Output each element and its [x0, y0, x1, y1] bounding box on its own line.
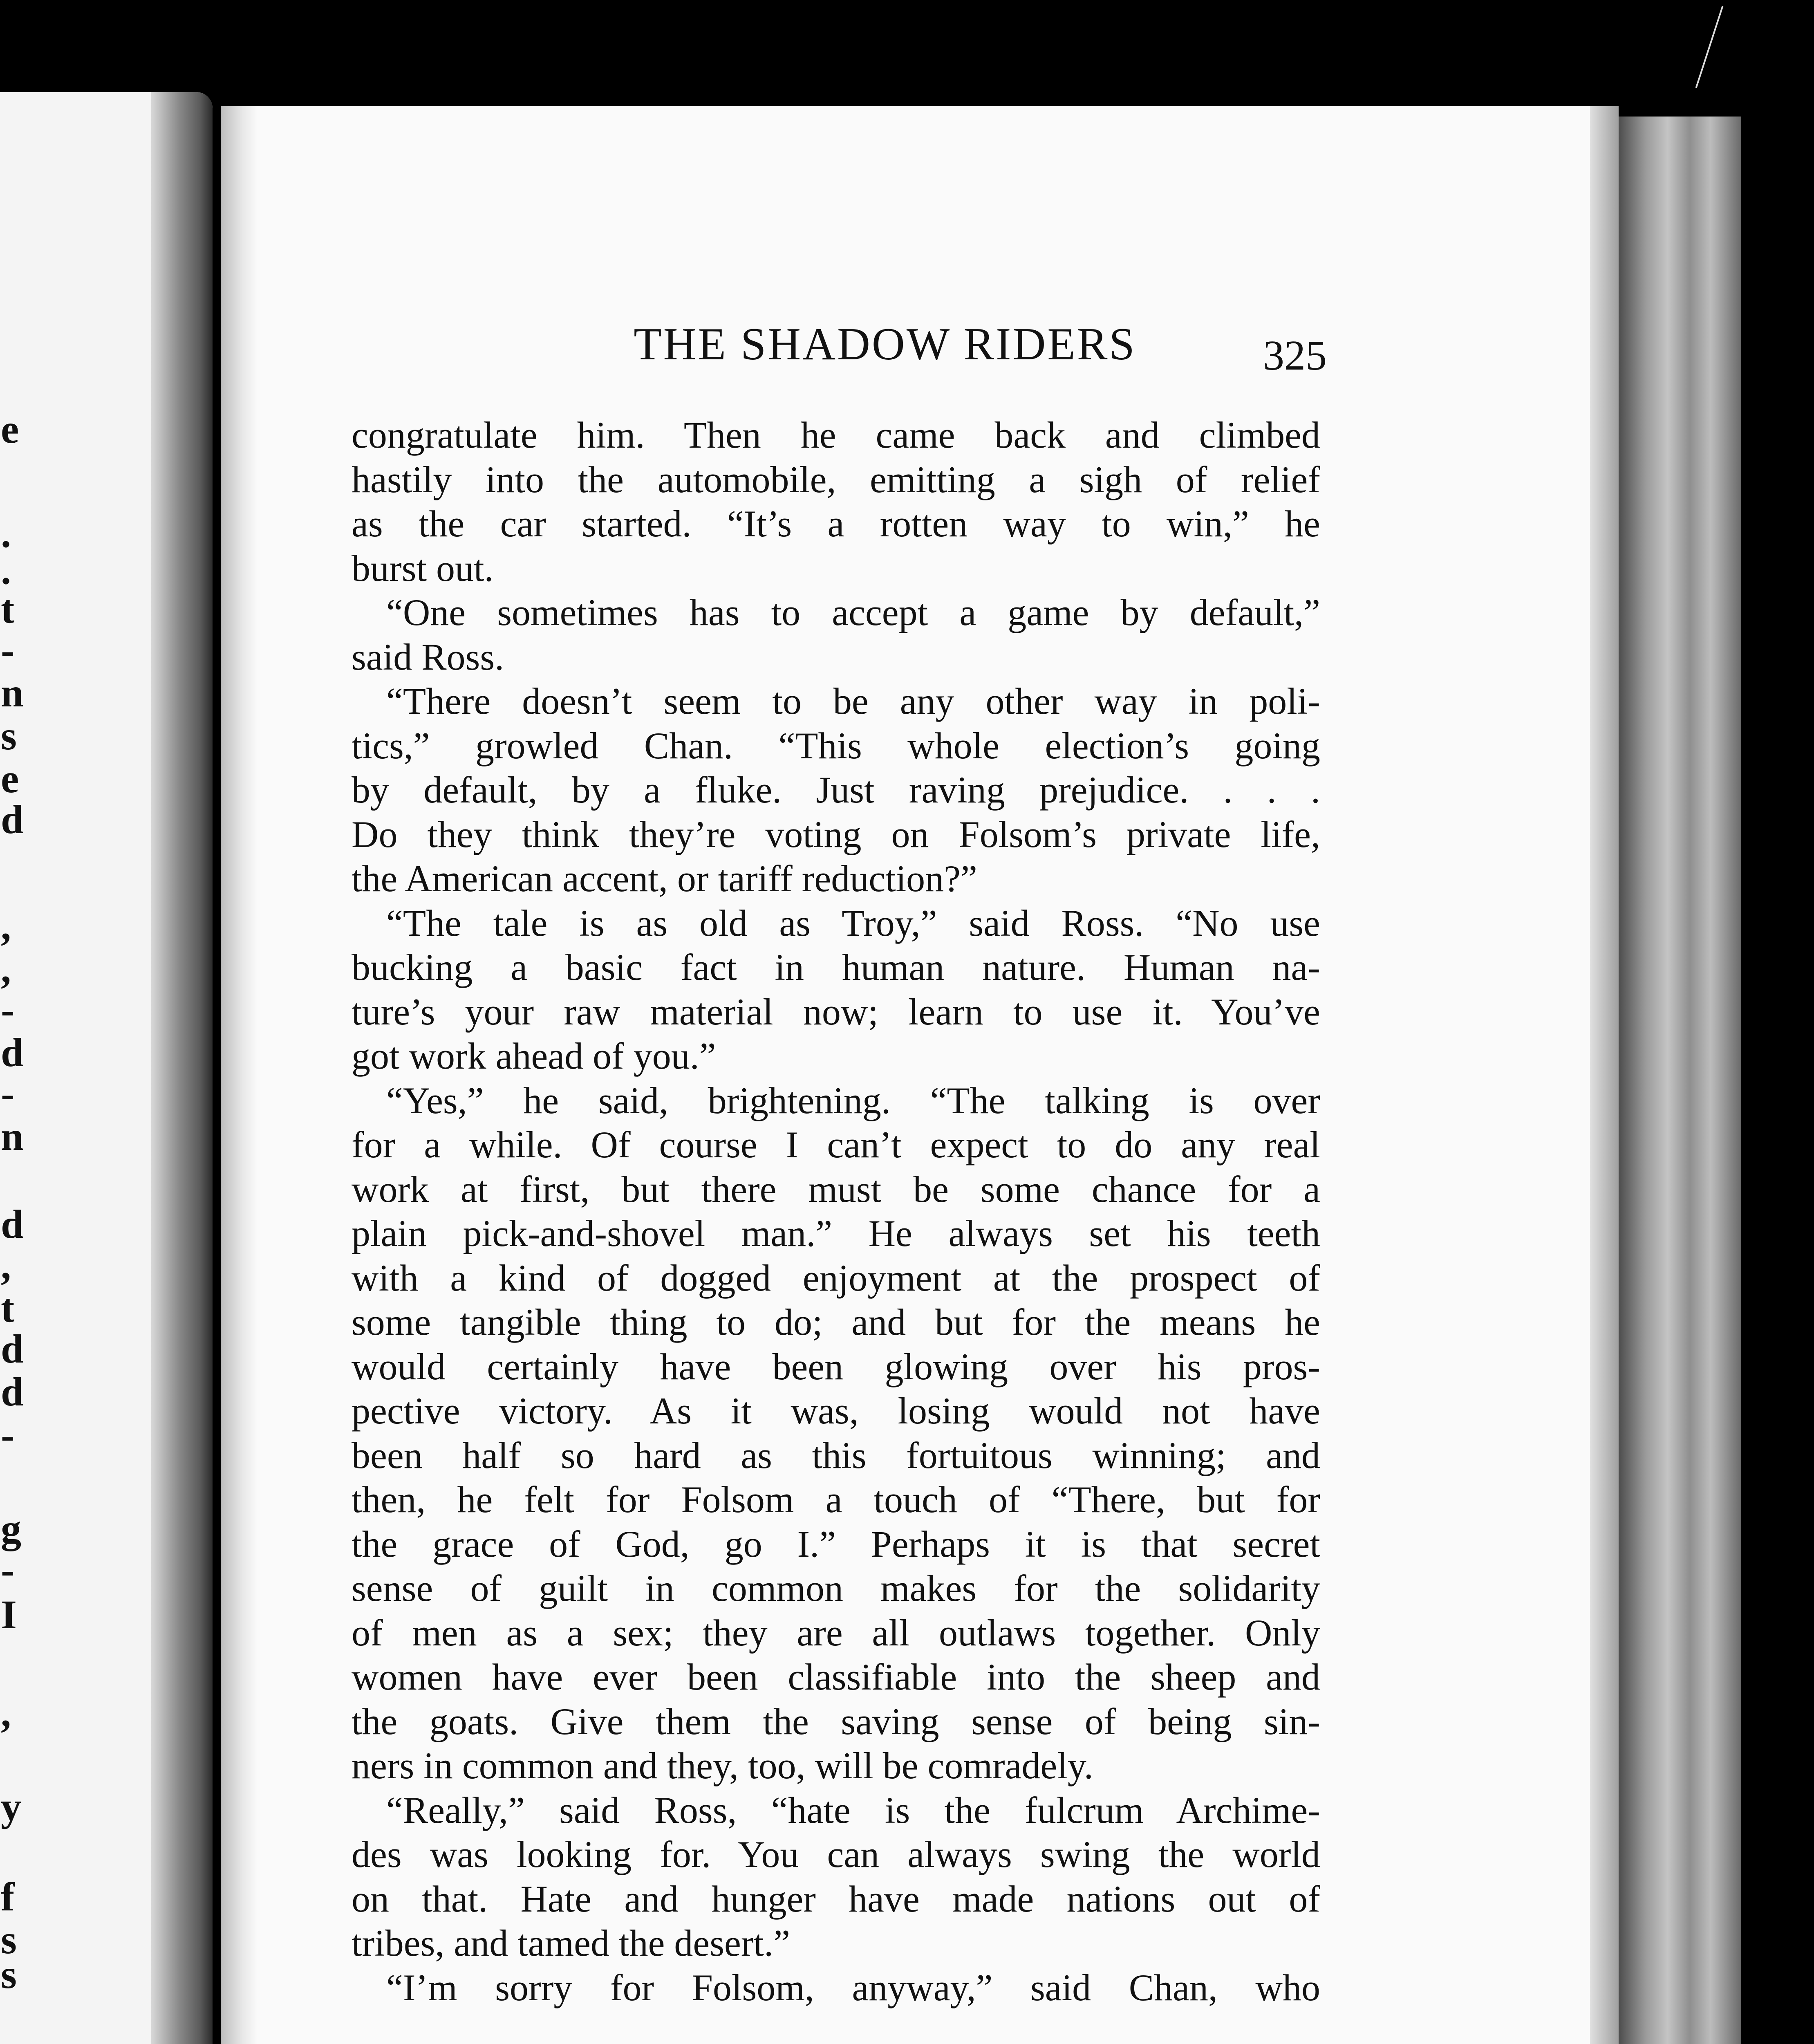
cut-off-character: d — [1, 1326, 24, 1372]
text-line: the goats. Give them the saving sense of being sin- — [352, 1700, 1320, 1742]
text-line: tics,” growled Chan. “This whole election’s going — [352, 724, 1320, 766]
text-line: for a while. Of course I can’t expect to do any real — [352, 1124, 1320, 1165]
text-line: burst out. — [352, 547, 494, 589]
text-line: of men as a sex; they are all outlaws together. Only — [352, 1611, 1320, 1654]
cut-off-character: f — [1, 1874, 15, 1919]
cut-off-character: - — [1, 627, 15, 672]
text-line: ners in common and they, too, will be comradely. — [352, 1745, 1093, 1786]
cut-off-character: d — [1, 1201, 24, 1247]
text-line: by default, by a fluke. Just raving prejudice. . . . — [352, 769, 1320, 811]
cut-off-character: y — [1, 1784, 21, 1829]
page-outer-edge — [1590, 106, 1619, 2044]
text-line: Do they think they’re voting on Folsom’s private life, — [352, 813, 1320, 855]
inner-gutter-shadow — [221, 106, 258, 2044]
text-line: the American accent, or tariff reduction?” — [352, 858, 977, 899]
cut-off-character: , — [1, 1690, 11, 1735]
cut-off-character: , — [1, 946, 11, 991]
left-page-edge — [0, 92, 213, 2044]
text-line: “One sometimes has to accept a game by default,” — [386, 592, 1320, 633]
text-line: “I’m sorry for Folsom, anyway,” said Chan, who — [386, 1966, 1320, 2008]
cut-off-character: . — [1, 547, 11, 593]
cut-off-character: , — [1, 1242, 11, 1288]
cut-off-character: - — [1, 987, 15, 1032]
text-line: been half so hard as this fortuitous winning; and — [352, 1434, 1320, 1476]
text-line: pective victory. As it was, losing would not have — [352, 1390, 1320, 1432]
cut-off-character: d — [1, 1030, 24, 1075]
text-line: tribes, and tamed the desert.” — [352, 1922, 790, 1964]
text-line: with a kind of dogged enjoyment at the prospect of — [352, 1257, 1320, 1299]
cut-off-character: d — [1, 1369, 24, 1414]
cut-off-character: e — [1, 406, 19, 452]
cut-off-character: I — [1, 1592, 17, 1637]
text-line: women have ever been classifiable into the sheep and — [352, 1656, 1320, 1698]
cut-off-character: - — [1, 1071, 15, 1116]
cut-off-character: - — [1, 1412, 15, 1457]
text-line: plain pick-and-shovel man.” He always set his teeth — [352, 1213, 1320, 1254]
text-line: hastily into the automobile, emitting a sigh of relief — [352, 458, 1320, 500]
text-line: congratulate him. Then he came back and climbed — [352, 414, 1320, 456]
left-page-gutter-shadow — [151, 92, 213, 2044]
film-scratch — [1695, 6, 1724, 88]
running-head: THE SHADOW RIDERS — [634, 319, 1136, 370]
cut-off-character: e — [1, 756, 19, 801]
text-line: work at first, but there must be some chance for a — [352, 1168, 1320, 1210]
text-line: would certainly have been glowing over his pros- — [352, 1345, 1320, 1387]
body-text — [352, 413, 1320, 2010]
text-line: bucking a basic fact in human nature. Human na- — [352, 946, 1320, 988]
cut-off-character: . — [1, 511, 11, 556]
cut-off-character: g — [1, 1506, 21, 1551]
cut-off-character: s — [1, 713, 17, 758]
text-line: got work ahead of you.” — [352, 1035, 716, 1077]
cut-off-character: n — [1, 670, 24, 715]
page-stack-edge — [1619, 117, 1741, 2044]
text-line: “Yes,” he said, brightening. “The talking is over — [386, 1079, 1320, 1121]
cut-off-character: - — [1, 1547, 15, 1592]
text-line: the grace of God, go I.” Perhaps it is that secret — [352, 1523, 1320, 1565]
text-line: said Ross. — [352, 636, 504, 678]
text-line: as the car started. “It’s a rotten way to win,” he — [352, 503, 1320, 545]
cut-off-character: d — [1, 797, 24, 842]
text-line: on that. Hate and hunger have made nations out of — [352, 1878, 1320, 1920]
page-number: 325 — [1263, 332, 1327, 379]
left-page-cut-text — [0, 92, 24, 2044]
cut-off-character: n — [1, 1114, 24, 1159]
cut-off-character: t — [1, 586, 15, 632]
cut-off-character: s — [1, 1917, 17, 1962]
text-line: then, he felt for Folsom a touch of “There, but for — [352, 1479, 1320, 1520]
text-line: “There doesn’t seem to be any other way in poli- — [386, 680, 1320, 722]
cut-off-character: , — [1, 903, 11, 948]
cut-off-character: s — [1, 1952, 17, 1997]
text-line: some tangible thing to do; and but for the means he — [352, 1301, 1320, 1343]
text-line: “Really,” said Ross, “hate is the fulcrum Archime- — [386, 1789, 1320, 1831]
cut-off-character: t — [1, 1285, 15, 1331]
text-line: “The tale is as old as Troy,” said Ross. “No use — [386, 902, 1320, 944]
text-line: des was looking for. You can always swing the world — [352, 1833, 1320, 1875]
text-line: ture’s your raw material now; learn to use it. You’ve — [352, 991, 1320, 1033]
text-line: sense of guilt in common makes for the solidarity — [352, 1567, 1320, 1609]
